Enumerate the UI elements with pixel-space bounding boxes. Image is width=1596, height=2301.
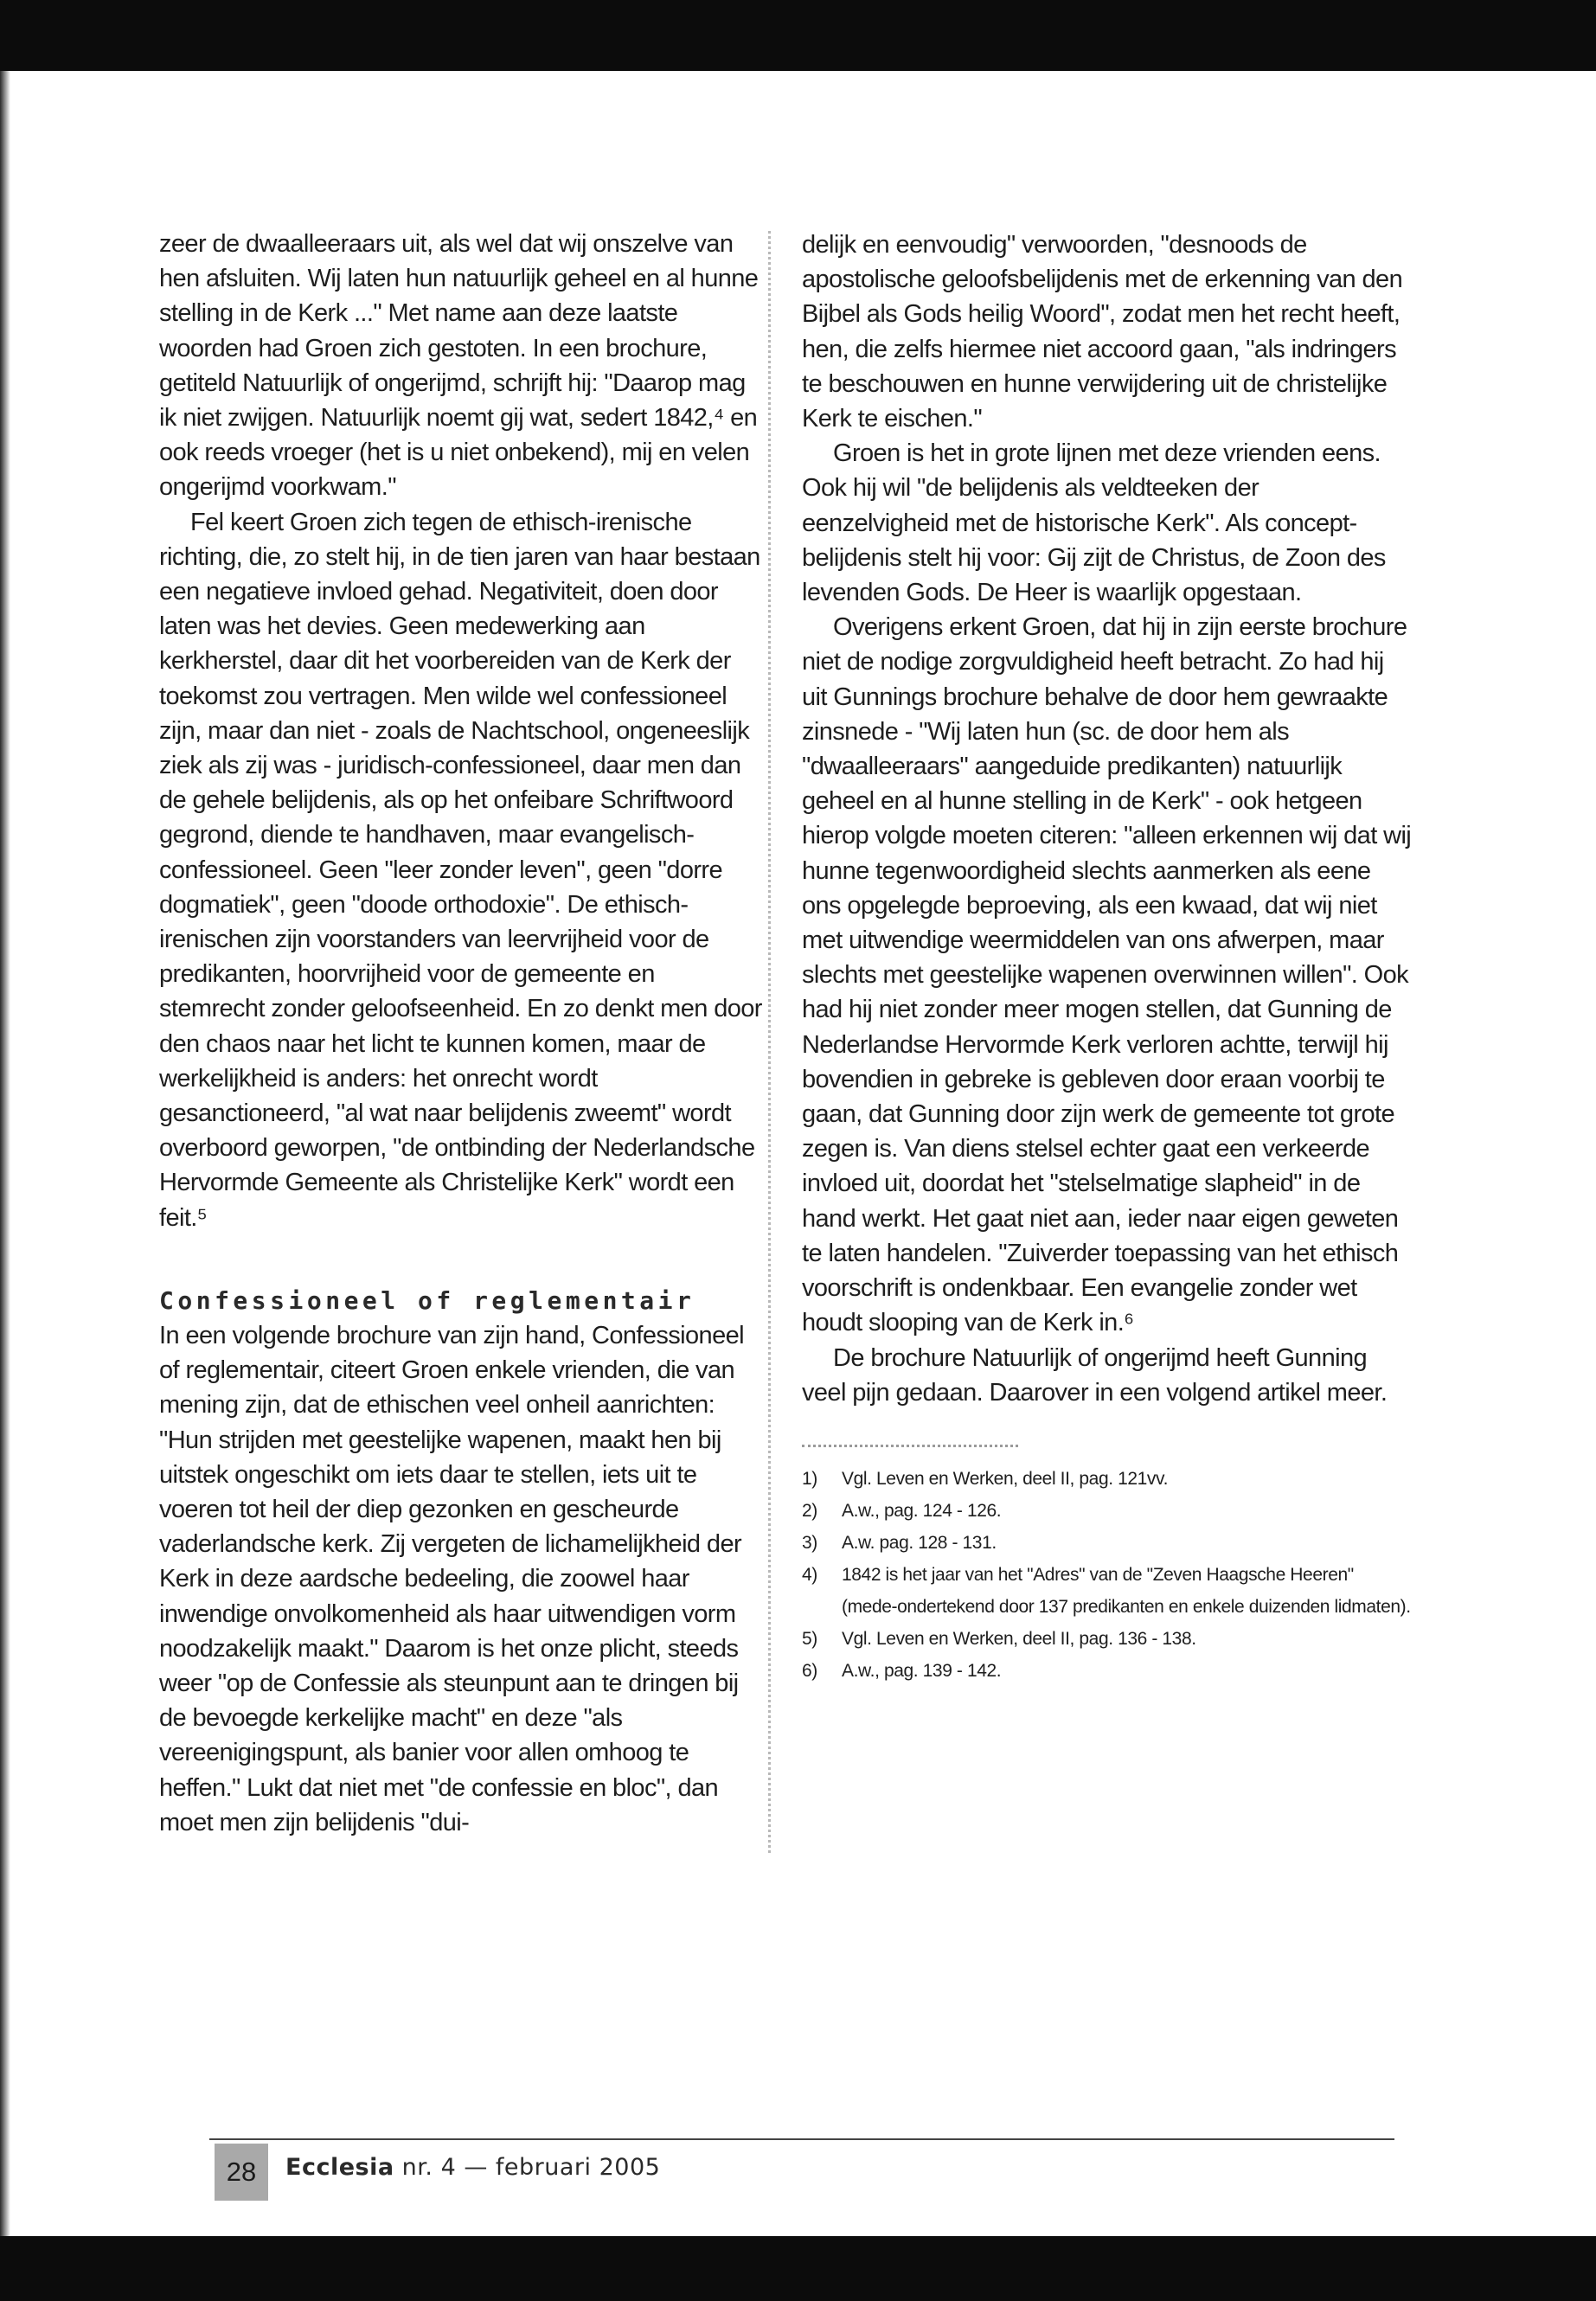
footnote-text: A.w., pag. 139 - 142. bbox=[842, 1660, 1002, 1681]
footnote-number: 6) bbox=[802, 1660, 817, 1681]
scan-border-left bbox=[0, 71, 10, 2236]
footnote-text: A.w. pag. 128 - 131. bbox=[842, 1532, 997, 1553]
footnote-number: 3) bbox=[802, 1532, 817, 1553]
footnote-text: Vgl. Leven en Werken, deel II, pag. 136 - 138. bbox=[842, 1628, 1196, 1649]
footnote-list bbox=[802, 1463, 1412, 1687]
right-paragraph-3: Overigens erkent Groen, dat hij in zijn eerste brochure niet de nodige zorgvuldigheid heeft betracht. Zo had hij uit Gunnings brochure behalve de door hem gewraakte zinsnede - "Wij laten hun (sc. de door hem als "dwaalleeraars" aangeduide predikanten) natuurlijk geheel en al hunne stelling in de Kerk" - ook hetgeen hierop volgde moeten citeren: "alleen erkennen wij dat wij hunne tegenwoordigheid slechts aanmerken als eene ons opgelegde beproeving, als een kwaad, dat wij niet met uitwendige weermiddelen van ons afwerpen, maar slechts met geestelijke wapenen overwinnen willen". Ook had hij niet zonder meer mogen stellen, dat Gunning de Nederlandse Hervormde Kerk verloren achtte, terwijl hij bovendien in gebreke is gebleven door eraan voorbij te gaan, dat Gunning door zijn werk de gemeente tot grote zegen is. Van diens stelsel echter gaat een verkeerde invloed uit, doordat het "stelselmatige slapheid" in de hand werkt. Het gaat niet aan, ieder naar eigen geweten te laten handelen. "Zuiverder toepassing van het ethisch voorschrift is ondenkbaar. Een evangelie zonder wet houdt slooping van de Kerk in.⁶ bbox=[802, 613, 1412, 1337]
footnote-number: 5) bbox=[802, 1628, 817, 1649]
page-footer bbox=[285, 2154, 660, 2181]
footnote-number: 4) bbox=[802, 1564, 817, 1585]
footnote-6 bbox=[802, 1655, 1412, 1687]
footnote-text: Vgl. Leven en Werken, deel II, pag. 121vv. bbox=[842, 1468, 1169, 1489]
column-divider bbox=[768, 231, 771, 1853]
left-column bbox=[159, 227, 765, 1840]
right-paragraph-1: delijk en eenvoudig" verwoorden, "desnoods de apostolische geloofsbelijdenis met de erkenning van den Bijbel als Gods heilig Woord", zodat men het recht heeft, hen, die zelfs hiermee niet accoord gaan, "als indringers te beschouwen en hunne verwijdering uit de christelijke Kerk te eischen." bbox=[802, 231, 1403, 433]
footnote-separator bbox=[802, 1445, 1018, 1447]
footnote-text: A.w., pag. 124 - 126. bbox=[842, 1500, 1002, 1521]
right-paragraph-4: De brochure Natuurlijk of ongerijmd heeft Gunning veel pijn gedaan. Daarover in een volgend artikel meer. bbox=[802, 1343, 1388, 1407]
right-paragraph-2: Groen is het in grote lijnen met deze vrienden eens. Ook hij wil "de belijdenis als veldteeken der eenzelvigheid met de historische Kerk". Als concept-belijdenis stelt hij voor: Gij zijt de Christus, de Zoon des levenden Gods. De Heer is waarlijk opgestaan. bbox=[802, 439, 1386, 607]
footer-rule bbox=[209, 2138, 1394, 2140]
issue-info: nr. 4 — februari 2005 bbox=[401, 2154, 661, 2181]
footnote-text: 1842 is het jaar van het "Adres" van de "Zeven Haagsche Heeren" (mede-ondertekend door 137 predikanten en enkele duizenden lidmaten). bbox=[842, 1564, 1411, 1617]
left-paragraph-2: Fel keert Groen zich tegen de ethisch-irenische richting, die, zo stelt hij, in de tien jaren van haar bestaan een negatieve invloed gehad. Negativiteit, doen door laten was het devies. Geen medewerking aan kerkherstel, daar dit het voorbereiden van de Kerk der toekomst zou vertragen. Men wilde wel confessioneel zijn, maar dan niet - zoals de Nachtschool, ongeneeslijk ziek als zij was - juridisch-confessioneel, daar men dan de gehele belijdenis, als op het onfeibare Schriftwoord gegrond, diende te handhaven, maar evangelisch-confessioneel. Geen "leer zonder leven", geen "dorre dogmatiek", geen "doode orthodoxie". De ethisch-irenischen zijn voorstanders van leervrijheid voor de predikanten, hoorvrijheid voor de gemeente en stemrecht zonder geloofseenheid. En zo denkt men door den chaos naar het licht te kunnen komen, maar de werkelijkheid is anders: het onrecht wordt gesanctioneerd, "al wat naar belijdenis zweemt" wordt overboord geworpen, "de ontbinding der Nederlandsche Hervormde Gemeente als Christelijke Kerk" wordt een feit.⁵ bbox=[159, 508, 762, 1232]
magazine-page bbox=[10, 71, 1596, 2236]
footnote-3 bbox=[802, 1527, 1412, 1559]
footnote-number: 1) bbox=[802, 1468, 817, 1489]
right-column bbox=[802, 227, 1412, 1687]
footnote-4 bbox=[802, 1559, 1412, 1623]
footnote-5 bbox=[802, 1623, 1412, 1655]
page-number: 28 bbox=[215, 2144, 268, 2201]
scan-border-bottom bbox=[0, 2236, 1596, 2301]
section-subheading: Confessioneel of reglementair bbox=[159, 1285, 695, 1315]
left-paragraph-1: zeer de dwaalleeraars uit, als wel dat wij onszelve van hen afsluiten. Wij laten hun natuurlijk geheel en al hunne stelling in de Kerk ..." Met name aan deze laatste woorden had Groen zich gestoten. In een brochure, getiteld Natuurlijk of ongerijmd, schrijft hij: "Daarop mag ik niet zwijgen. Natuurlijk noemt gij wat, sedert 1842,⁴ en ook reeds vroeger (het is u niet onbekend), mij en velen ongerijmd voorkwam." bbox=[159, 230, 759, 502]
magazine-name: Ecclesia bbox=[285, 2154, 394, 2181]
scan-border-top bbox=[0, 0, 1596, 71]
footnote-number: 2) bbox=[802, 1500, 817, 1521]
footnote-2 bbox=[802, 1495, 1412, 1527]
footnote-1 bbox=[802, 1463, 1412, 1495]
left-paragraph-3: In een volgende brochure van zijn hand, Confessioneel of reglementair, citeert Groen enkele vrienden, die van mening zijn, dat de ethischen veel onheil aanrichten: "Hun strijden met geestelijke wapenen, maakt hen bij uitstek ongeschikt om iets daar te stellen, iets uit te voeren tot heil der diep gezonken en gescheurde vaderlandsche kerk. Zij vergeten de lichamelijkheid der Kerk in deze aardsche bedeeling, die zoowel haar inwendige onvolkomenheid als haar uitwendigen vorm noodzakelijk maakt." Daarom is het onze plicht, steeds weer "op de Confessie als steunpunt aan te dringen bij de bevoegde kerkelijke macht" en deze "als vereenigingspunt, als banier voor allen omhoog te heffen." Lukt dat niet met "de confessie en bloc", dan moet men zijn belijdenis "dui- bbox=[159, 1321, 744, 1836]
